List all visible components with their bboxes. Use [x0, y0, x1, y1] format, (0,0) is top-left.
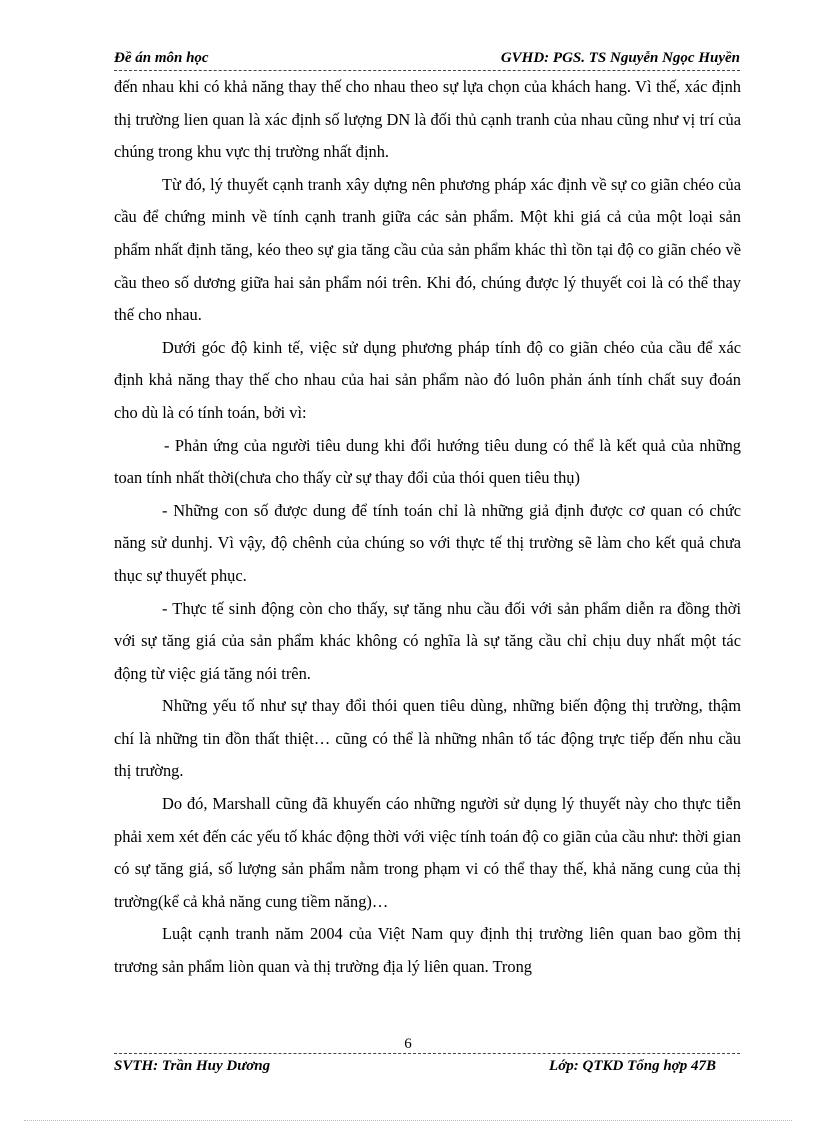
footer-student: SVTH: Trần Huy Dương	[114, 1058, 271, 1074]
paragraph-cross-elasticity: Từ đó, lý thuyết cạnh tranh xây dựng nên phương pháp xác định về sự co giãn chéo của cầu để chứng minh về tính cạnh tranh giữa các sản phẩm. Một khi giá cả của một loại sản phẩm nhất định tăng, kéo theo sự gia tăng cầu của sản phẩm khác thì tồn tại độ co giãn chéo về cầu theo số dương giữa hai sản phẩm nói trên. Khi đó, chúng được lý thuyết coi là có thể thay thế cho nhau.	[114, 174, 741, 325]
page-bottom-divider	[24, 1120, 792, 1121]
paragraph-competition-law: Luật cạnh tranh năm 2004 của Việt Nam quy định thị trường liên quan bao gồm thị trương sản phẩm liòn quan và thị trường địa lý liên quan. Trong	[114, 924, 741, 977]
paragraph-marshall: Do đó, Marshall cũng đã khuyến cáo những người sử dụng lý thuyết này cho thực tiễn phải xem xét đến các yếu tố khác động thời với việc tính toán độ co giãn của cầu như: thời gian có sự tăng giá, số lượng sản phẩm nằm trong phạm vi có thể thay thế, khả năng cung của thị trường(kể cả khả năng cung tiềm năng)…	[114, 794, 741, 911]
paragraph-economic-view: Dưới góc độ kinh tế, việc sử dụng phương pháp tính độ co giãn chéo của cầu để xác định khả năng thay thế cho nhau của hai sản phẩm nào đó luôn phản ánh tính chất suy đoán cho dù là có tính toán, bởi vì:	[114, 337, 741, 422]
paragraph-other-factors: Những yếu tố như sự thay đổi thói quen tiêu dùng, những biến động thị trường, thậm chí là những tin đồn thất thiệt… cũng có thể là những nhân tố tác động trực tiếp đến nhu cầu thị trường.	[114, 696, 741, 781]
bullet-market-reality: - Thực tế sinh động còn cho thấy, sự tăng nhu cầu đối với sản phẩm diễn ra đồng thời với sự tăng giá của sản phẩm khác không có nghĩa là sự tăng cầu chỉ chịu duy nhất một tác động từ việc giá tăng nói trên.	[114, 598, 741, 683]
document-body	[114, 71, 741, 984]
header-course-title: Đề án môn học	[114, 50, 209, 66]
page-header	[114, 48, 740, 71]
page-footer	[114, 1053, 740, 1076]
bullet-consumer-reaction: - Phản ứng của người tiêu dung khi đổi hướng tiêu dung có thể là kết quả của những toan tính nhất thời(chưa cho thấy cừ sự thay đổi của thói quen tiêu thụ)	[114, 435, 741, 488]
footer-class: Lớp: QTKD Tổng hợp 47B	[549, 1058, 716, 1074]
header-supervisor: GVHD: PGS. TS Nguyễn Ngọc Huyền	[500, 50, 740, 66]
bullet-assumed-figures: - Những con số được dung để tính toán chỉ là những giả định được cơ quan có chức năng sử dunhj. Vì vậy, độ chênh của chúng so với thực tế thị trường sẽ làm cho kết quả chưa thục sự thuyết phục.	[114, 500, 741, 585]
paragraph-continuation: đến nhau khi có khả năng thay thế cho nhau theo sự lựa chọn của khách hang. Vì thế, xác định thị trường lien quan là xác định số lượng DN là đối thủ cạnh tranh của nhau cũng như vị trí của chúng trong khu vực thị trường nhất định.	[114, 77, 741, 162]
page-number: 6	[404, 1036, 412, 1052]
